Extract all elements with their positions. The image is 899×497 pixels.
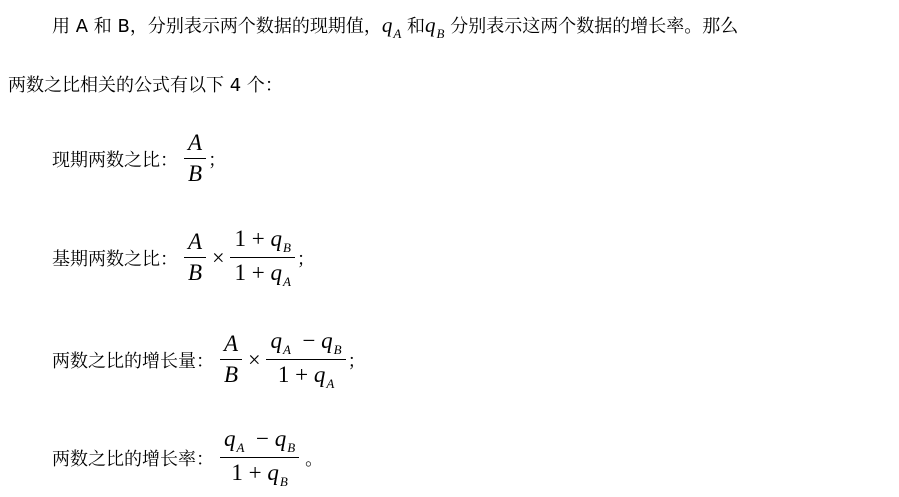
formula-end: ； <box>347 350 366 372</box>
fraction-a-over-b: $\frac{A}{B}$ <box>220 329 242 390</box>
formula-label: 现期两数之比： <box>52 149 178 171</box>
formula-ratio-increment <box>52 326 366 393</box>
formula-end: ； <box>296 248 315 270</box>
intro-line-1 <box>52 13 738 40</box>
formula-end: 。 <box>305 448 324 470</box>
formula-label: 基期两数之比： <box>52 248 178 270</box>
times-operator: × <box>248 346 261 372</box>
formula-end: ； <box>208 149 227 171</box>
q-b-symbol: $q_B$ <box>425 13 445 41</box>
fraction-a-over-b: $\frac{A}{B}$ <box>184 128 206 189</box>
intro-and: 和 <box>407 16 426 37</box>
formula-ratio-growth-rate <box>52 424 323 491</box>
intro-text-start: 用 A 和 B，分别表示两个数据的现期值， <box>52 16 382 37</box>
formula-label: 两数之比的增长量： <box>52 350 214 372</box>
formula-base-ratio <box>52 224 315 291</box>
fraction-rate-difference: $\frac{q_A - q_B}{1 + q_B}$ <box>220 424 299 491</box>
times-operator: × <box>212 244 225 270</box>
q-a-symbol: $q_A$ <box>381 13 402 41</box>
intro-line-2: 两数之比相关的公式有以下 4 个： <box>8 75 283 96</box>
intro-text-end: 分别表示这两个数据的增长率。那么 <box>450 16 739 37</box>
fraction-a-over-b: $\frac{A}{B}$ <box>184 227 206 288</box>
fraction-growth-adjust: $\frac{1 + q_B}{1 + q_A}$ <box>230 224 294 291</box>
formula-label: 两数之比的增长率： <box>52 448 214 470</box>
formula-current-ratio <box>52 128 226 189</box>
fraction-rate-difference: $\frac{q_A - q_B}{1 + q_A}$ <box>266 326 345 393</box>
